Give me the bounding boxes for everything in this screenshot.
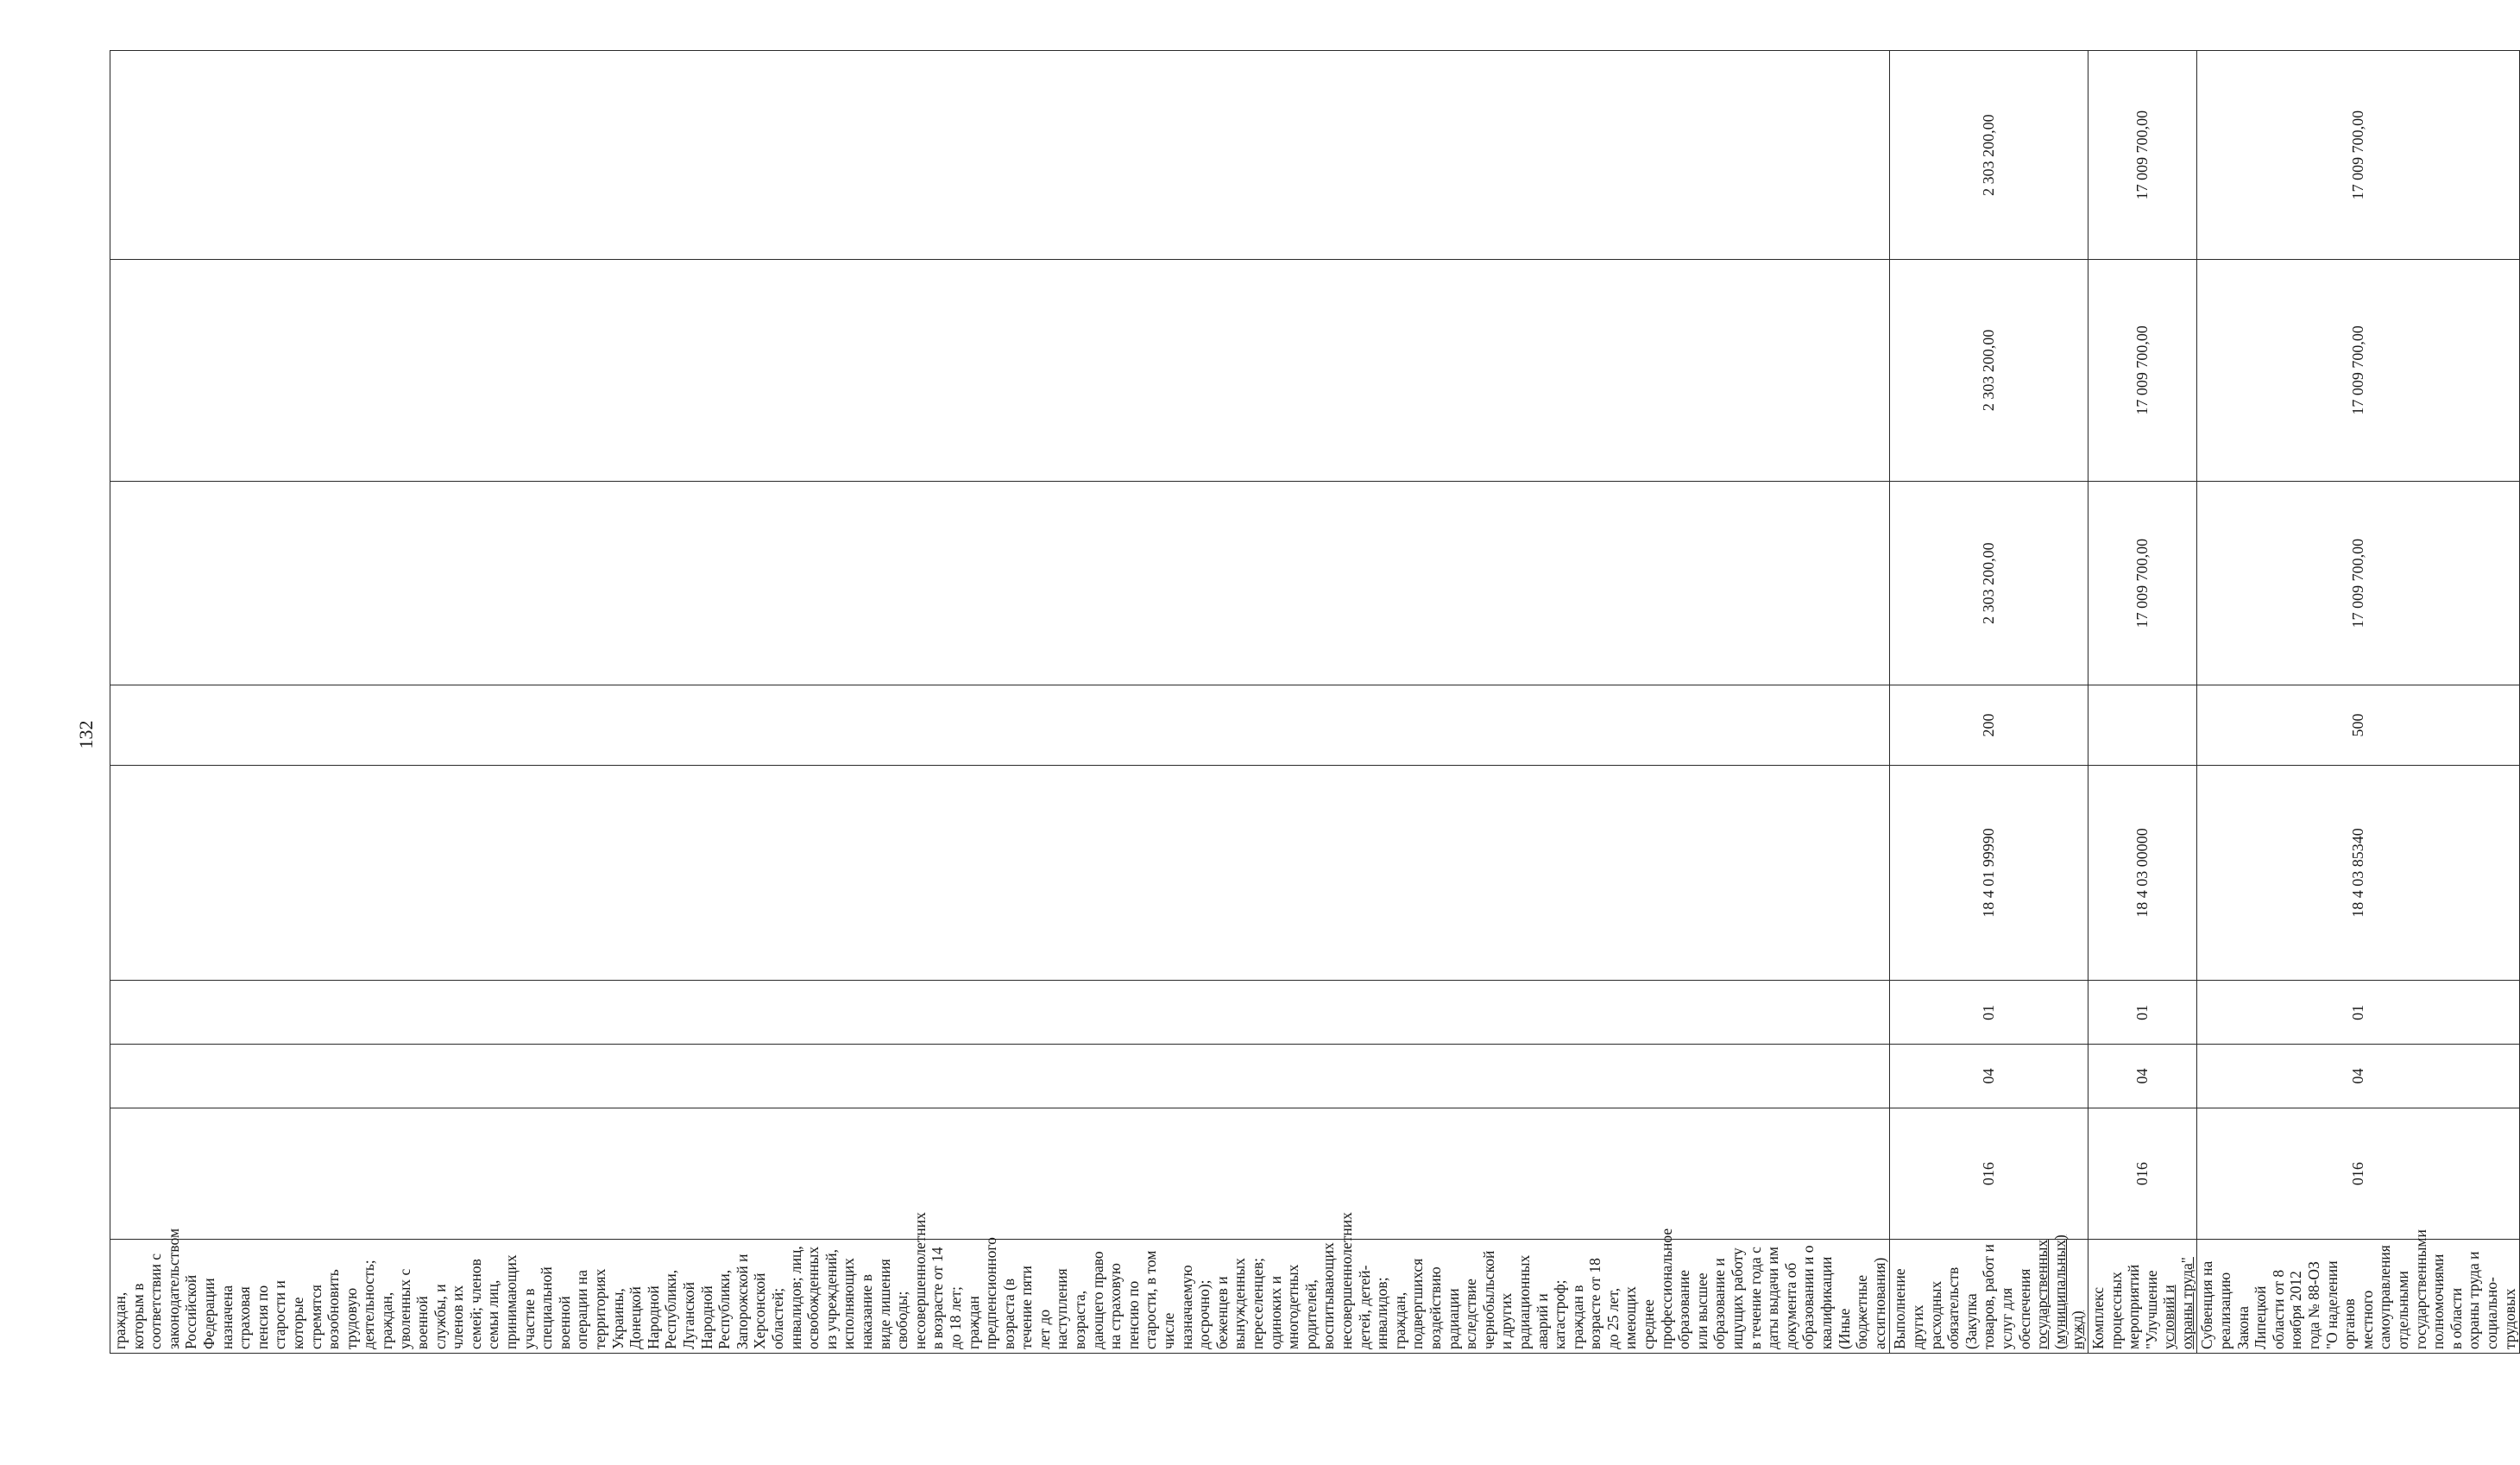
sum-year-2: 17 009 700,00 [2197, 260, 2520, 482]
target-code: 18 4 03 85340 [2197, 765, 2520, 981]
expense-type-code [2088, 685, 2197, 765]
expense-type-code [110, 685, 1890, 765]
row-name: Субвенция на реализацию Закона Липецкой области от 8 ноября 2012 года № 88-ОЗ "О наделении органов местного самоуправления отдельными государственными полномочиями в области охраны труда и социально-трудовых [2197, 1240, 2520, 1354]
subsection-code: 01 [2197, 981, 2520, 1045]
table-row [110, 51, 1890, 1354]
sum-year-2: 17 009 700,00 [2088, 260, 2197, 482]
sum-year-1 [110, 481, 1890, 685]
sum-year-3: 17 009 700,00 [2197, 51, 2520, 260]
admin-code [110, 1108, 1890, 1240]
section-code: 04 [2197, 1045, 2520, 1108]
target-code: 18 4 01 99990 [1890, 765, 2088, 981]
row-name-underlined: условий и охраны труда" [2160, 1257, 2196, 1349]
section-code: 04 [2088, 1045, 2197, 1108]
table-row [2197, 51, 2520, 1354]
table-row [1890, 51, 2088, 1354]
section-code [110, 1045, 1890, 1108]
subsection-code: 01 [1890, 981, 2088, 1045]
admin-code: 016 [2197, 1108, 2520, 1240]
sum-year-1: 2 303 200,00 [1890, 481, 2088, 685]
subsection-code [110, 981, 1890, 1045]
expense-type-code: 200 [1890, 685, 2088, 765]
budget-table-rotated [110, 50, 2518, 1354]
row-name-underlined: государственных (муниципальных) нужд) [2033, 1235, 2087, 1349]
target-code: 18 4 03 00000 [2088, 765, 2197, 981]
row-name-text: Комплекс процессных мероприятий "Улучшение [2088, 1264, 2160, 1349]
row-name-text: Выполнение других расходных обязательств (Закупка товаров, работ и услуг для обеспечения [1891, 1244, 2033, 1349]
page-number: 132 [75, 720, 97, 749]
admin-code: 016 [1890, 1108, 2088, 1240]
sum-year-1: 17 009 700,00 [2197, 481, 2520, 685]
sum-year-3: 2 303 200,00 [1890, 51, 2088, 260]
budget-table [110, 50, 2520, 1354]
sum-year-3 [110, 51, 1890, 260]
row-name [1890, 1235, 2088, 1354]
row-name: граждан, которым в соответствии с законодательством Российской Федерации назначена страховая пенсия по старости и которые стремятся возобновить трудовую деятельность; граждан, уволенных с военной службы, и членов их семей; членов семьи лиц, принимающих участие в специальной военной операции на территориях Украины, Донецкой Народной Республики, Луганской Народной Республики, Запорожской и Херсонской областей; инвалидов; лиц, освобожденных из учреждений, исполняющих наказание в виде лишения свободы; несовершеннолетних в возрасте от 14 до 18 лет; граждан предпенсионного возраста (в течение пяти лет до наступления возраста, дающего право на страховую пенсию по старости, в том числе назначаемую досрочно); беженцев и вынужденных переселенцев; одиноких и многодетных родителей, воспитывающих несовершеннолетних детей, детей-инвалидов; граждан, подвергшихся воздействию радиации вследствие чернобыльской и других радиационных аварий и катастроф; граждан в возрасте от 18 до 25 лет, имеющих среднее профессиональное образование или высшее образование и ищущих работу в течение года с даты выдачи им документа об образовании и о квалификации (Иные бюджетные ассигнования) [110, 1240, 1890, 1354]
table-row [2088, 51, 2197, 1354]
sum-year-2: 2 303 200,00 [1890, 260, 2088, 482]
sum-year-3: 17 009 700,00 [2088, 51, 2197, 260]
section-code: 04 [1890, 1045, 2088, 1108]
sum-year-1: 17 009 700,00 [2088, 481, 2197, 685]
admin-code: 016 [2088, 1108, 2197, 1240]
target-code [110, 765, 1890, 981]
row-name [2088, 1240, 2197, 1354]
expense-type-code: 500 [2197, 685, 2520, 765]
subsection-code: 01 [2088, 981, 2197, 1045]
sum-year-2 [110, 260, 1890, 482]
